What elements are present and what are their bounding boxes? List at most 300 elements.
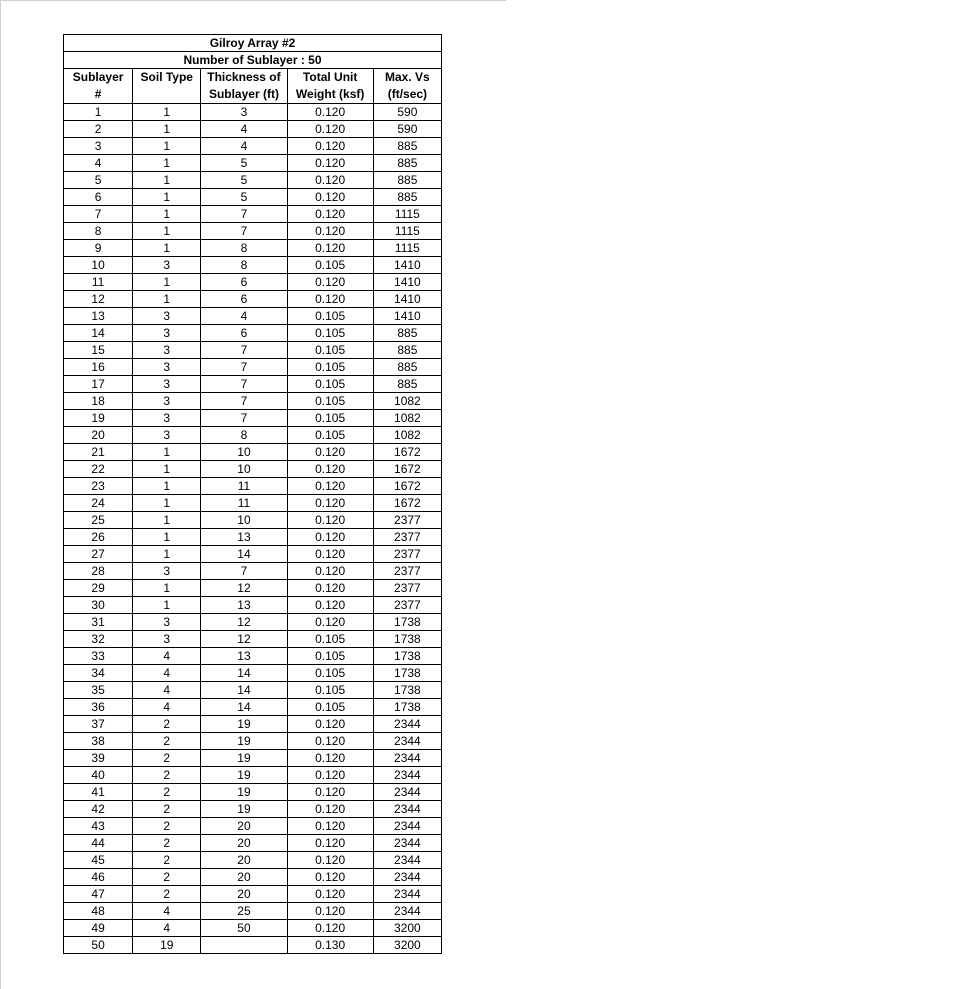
cell-max-vs: 1115 [373,206,441,223]
cell-unit-weight: 0.120 [287,767,373,784]
cell-max-vs: 1738 [373,682,441,699]
cell-soil-type: 3 [133,325,201,342]
table-body [64,104,442,954]
table-row [64,597,442,614]
table-row [64,325,442,342]
cell-thickness: 7 [201,342,287,359]
cell-thickness: 20 [201,818,287,835]
cell-thickness: 19 [201,750,287,767]
cell-soil-type: 2 [133,767,201,784]
table-row [64,648,442,665]
cell-max-vs: 1115 [373,240,441,257]
cell-soil-type: 4 [133,903,201,920]
cell-thickness: 13 [201,529,287,546]
table-row [64,631,442,648]
cell-unit-weight: 0.105 [287,648,373,665]
cell-sublayer: 5 [64,172,133,189]
cell-sublayer: 13 [64,308,133,325]
cell-unit-weight: 0.120 [287,240,373,257]
cell-sublayer: 2 [64,121,133,138]
cell-soil-type: 1 [133,597,201,614]
table-row [64,461,442,478]
cell-soil-type: 1 [133,444,201,461]
cell-sublayer: 35 [64,682,133,699]
table-row [64,223,442,240]
cell-unit-weight: 0.105 [287,342,373,359]
cell-sublayer: 33 [64,648,133,665]
cell-soil-type: 3 [133,614,201,631]
cell-sublayer: 28 [64,563,133,580]
table-row [64,393,442,410]
cell-sublayer: 36 [64,699,133,716]
cell-soil-type: 1 [133,121,201,138]
table-row [64,886,442,903]
cell-soil-type: 2 [133,869,201,886]
cell-max-vs: 1410 [373,291,441,308]
cell-thickness: 20 [201,886,287,903]
cell-thickness: 3 [201,104,287,121]
cell-thickness: 19 [201,733,287,750]
cell-soil-type: 1 [133,461,201,478]
cell-soil-type: 4 [133,699,201,716]
cell-max-vs: 2344 [373,784,441,801]
cell-soil-type: 1 [133,172,201,189]
cell-thickness: 14 [201,699,287,716]
cell-soil-type: 3 [133,376,201,393]
cell-soil-type: 4 [133,920,201,937]
cell-unit-weight: 0.105 [287,257,373,274]
cell-soil-type: 3 [133,359,201,376]
cell-thickness: 8 [201,427,287,444]
cell-thickness: 19 [201,716,287,733]
cell-max-vs: 885 [373,138,441,155]
column-header-sublayer [64,69,133,104]
cell-soil-type: 3 [133,410,201,427]
cell-sublayer: 14 [64,325,133,342]
sheet-border-left [0,0,1,989]
cell-unit-weight: 0.130 [287,937,373,954]
column-header-max-vs [373,69,441,104]
table-row [64,342,442,359]
cell-sublayer: 10 [64,257,133,274]
table-row [64,767,442,784]
cell-max-vs: 2377 [373,512,441,529]
cell-soil-type: 1 [133,495,201,512]
column-header-line2: Weight (ksf) [295,87,365,101]
cell-sublayer: 20 [64,427,133,444]
cell-max-vs: 1738 [373,631,441,648]
cell-max-vs: 1672 [373,478,441,495]
cell-unit-weight: 0.120 [287,223,373,240]
cell-thickness: 7 [201,393,287,410]
cell-unit-weight: 0.120 [287,512,373,529]
cell-soil-type: 1 [133,580,201,597]
column-header-line2: # [94,87,102,101]
cell-sublayer: 44 [64,835,133,852]
column-header-line1: Max. Vs [385,70,430,84]
cell-max-vs: 2344 [373,835,441,852]
cell-unit-weight: 0.120 [287,189,373,206]
cell-soil-type: 3 [133,257,201,274]
cell-thickness: 8 [201,257,287,274]
column-header-line1: Sublayer [72,70,124,84]
cell-thickness: 12 [201,614,287,631]
table-row [64,495,442,512]
cell-thickness: 14 [201,665,287,682]
table-row [64,699,442,716]
cell-unit-weight: 0.120 [287,274,373,291]
table-row [64,444,442,461]
cell-soil-type: 3 [133,342,201,359]
cell-sublayer: 4 [64,155,133,172]
table-row [64,410,442,427]
cell-max-vs: 2377 [373,546,441,563]
cell-max-vs: 2344 [373,903,441,920]
cell-unit-weight: 0.120 [287,750,373,767]
column-header-unit-weight [287,69,373,104]
table-row [64,750,442,767]
cell-soil-type: 4 [133,682,201,699]
table-row [64,563,442,580]
table-row [64,818,442,835]
cell-sublayer: 7 [64,206,133,223]
cell-max-vs: 1672 [373,495,441,512]
cell-thickness: 20 [201,852,287,869]
cell-soil-type: 1 [133,478,201,495]
table-row [64,614,442,631]
cell-thickness: 5 [201,172,287,189]
table-row [64,257,442,274]
cell-max-vs: 2377 [373,597,441,614]
cell-sublayer: 46 [64,869,133,886]
cell-sublayer: 12 [64,291,133,308]
cell-sublayer: 41 [64,784,133,801]
table-row [64,189,442,206]
cell-thickness: 13 [201,648,287,665]
table-row [64,121,442,138]
cell-sublayer: 3 [64,138,133,155]
cell-unit-weight: 0.120 [287,206,373,223]
cell-thickness: 50 [201,920,287,937]
cell-sublayer: 15 [64,342,133,359]
table-row [64,665,442,682]
cell-sublayer: 26 [64,529,133,546]
cell-soil-type: 1 [133,138,201,155]
table-title: Gilroy Array #2 [64,35,442,52]
cell-unit-weight: 0.120 [287,546,373,563]
table-row [64,138,442,155]
cell-max-vs: 1738 [373,699,441,716]
table-row [64,835,442,852]
table-row [64,206,442,223]
cell-sublayer: 37 [64,716,133,733]
cell-unit-weight: 0.120 [287,172,373,189]
cell-unit-weight: 0.120 [287,563,373,580]
cell-unit-weight: 0.120 [287,121,373,138]
table-row [64,546,442,563]
cell-unit-weight: 0.105 [287,427,373,444]
column-header-line1: Thickness of [207,70,281,84]
cell-max-vs: 885 [373,342,441,359]
cell-soil-type: 4 [133,665,201,682]
cell-max-vs: 2344 [373,869,441,886]
cell-sublayer: 1 [64,104,133,121]
cell-max-vs: 2344 [373,767,441,784]
soil-profile-table [63,34,442,954]
cell-soil-type: 3 [133,563,201,580]
column-header-line2 [133,86,200,103]
cell-unit-weight: 0.120 [287,716,373,733]
cell-soil-type: 3 [133,308,201,325]
cell-soil-type: 4 [133,648,201,665]
cell-thickness: 19 [201,767,287,784]
cell-max-vs: 3200 [373,937,441,954]
cell-thickness: 4 [201,308,287,325]
cell-thickness: 7 [201,563,287,580]
cell-sublayer: 48 [64,903,133,920]
sheet-border-top [0,0,506,1]
cell-thickness: 12 [201,580,287,597]
cell-unit-weight: 0.120 [287,104,373,121]
cell-max-vs: 1082 [373,427,441,444]
cell-max-vs: 1738 [373,614,441,631]
cell-max-vs: 1082 [373,410,441,427]
cell-soil-type: 2 [133,750,201,767]
cell-max-vs: 2344 [373,750,441,767]
cell-thickness: 7 [201,223,287,240]
column-header-soil-type [133,69,201,104]
cell-sublayer: 17 [64,376,133,393]
cell-thickness: 6 [201,291,287,308]
cell-unit-weight: 0.105 [287,665,373,682]
column-header-line1: Total Unit [302,70,358,84]
cell-max-vs: 2377 [373,529,441,546]
cell-unit-weight: 0.120 [287,529,373,546]
cell-max-vs: 3200 [373,920,441,937]
cell-unit-weight: 0.120 [287,920,373,937]
cell-soil-type: 2 [133,886,201,903]
cell-unit-weight: 0.120 [287,478,373,495]
cell-sublayer: 21 [64,444,133,461]
table-row [64,784,442,801]
cell-unit-weight: 0.120 [287,835,373,852]
table-row [64,427,442,444]
cell-max-vs: 1410 [373,257,441,274]
cell-thickness: 20 [201,869,287,886]
table-row [64,903,442,920]
cell-soil-type: 19 [133,937,201,954]
cell-soil-type: 1 [133,512,201,529]
cell-max-vs: 1410 [373,308,441,325]
cell-max-vs: 1738 [373,665,441,682]
table-row [64,920,442,937]
cell-unit-weight: 0.120 [287,461,373,478]
cell-unit-weight: 0.120 [287,138,373,155]
cell-soil-type: 1 [133,189,201,206]
cell-sublayer: 22 [64,461,133,478]
table-row [64,869,442,886]
cell-thickness: 10 [201,444,287,461]
cell-sublayer: 49 [64,920,133,937]
cell-thickness: 4 [201,121,287,138]
cell-soil-type: 2 [133,716,201,733]
cell-sublayer: 8 [64,223,133,240]
table-row [64,682,442,699]
cell-sublayer: 34 [64,665,133,682]
cell-thickness: 10 [201,461,287,478]
cell-sublayer: 30 [64,597,133,614]
cell-sublayer: 27 [64,546,133,563]
cell-soil-type: 1 [133,104,201,121]
cell-unit-weight: 0.120 [287,784,373,801]
column-header-line2: Sublayer (ft) [208,87,279,101]
cell-sublayer: 40 [64,767,133,784]
cell-unit-weight: 0.105 [287,410,373,427]
cell-sublayer: 16 [64,359,133,376]
cell-sublayer: 9 [64,240,133,257]
cell-thickness: 4 [201,138,287,155]
table-row [64,937,442,954]
cell-max-vs: 2344 [373,716,441,733]
table-row [64,155,442,172]
cell-unit-weight: 0.105 [287,393,373,410]
cell-sublayer: 31 [64,614,133,631]
cell-max-vs: 590 [373,121,441,138]
cell-soil-type: 2 [133,835,201,852]
cell-unit-weight: 0.105 [287,376,373,393]
cell-sublayer: 6 [64,189,133,206]
table-row [64,580,442,597]
table-row [64,172,442,189]
cell-thickness: 20 [201,835,287,852]
cell-thickness: 7 [201,376,287,393]
table-row [64,308,442,325]
cell-unit-weight: 0.105 [287,699,373,716]
header-row [64,69,442,104]
cell-max-vs: 885 [373,359,441,376]
cell-max-vs: 1115 [373,223,441,240]
cell-unit-weight: 0.120 [287,818,373,835]
cell-max-vs: 2344 [373,733,441,750]
cell-max-vs: 2344 [373,801,441,818]
cell-sublayer: 18 [64,393,133,410]
cell-thickness: 5 [201,189,287,206]
cell-sublayer: 23 [64,478,133,495]
cell-thickness: 5 [201,155,287,172]
cell-soil-type: 2 [133,784,201,801]
cell-thickness: 10 [201,512,287,529]
cell-soil-type: 1 [133,529,201,546]
cell-soil-type: 3 [133,427,201,444]
sublayer-count: Number of Sublayer : 50 [64,52,442,69]
cell-soil-type: 2 [133,801,201,818]
cell-sublayer: 38 [64,733,133,750]
cell-thickness: 7 [201,410,287,427]
cell-soil-type: 1 [133,291,201,308]
cell-max-vs: 1672 [373,444,441,461]
cell-unit-weight: 0.120 [287,580,373,597]
column-header-thickness [201,69,287,104]
cell-unit-weight: 0.120 [287,886,373,903]
cell-thickness: 6 [201,274,287,291]
cell-max-vs: 2377 [373,580,441,597]
cell-unit-weight: 0.105 [287,308,373,325]
cell-unit-weight: 0.120 [287,291,373,308]
cell-soil-type: 1 [133,206,201,223]
cell-sublayer: 42 [64,801,133,818]
cell-soil-type: 1 [133,274,201,291]
cell-thickness: 12 [201,631,287,648]
cell-max-vs: 885 [373,189,441,206]
cell-sublayer: 11 [64,274,133,291]
cell-max-vs: 2344 [373,852,441,869]
cell-thickness: 11 [201,495,287,512]
cell-soil-type: 1 [133,223,201,240]
cell-sublayer: 45 [64,852,133,869]
table-row [64,733,442,750]
cell-unit-weight: 0.120 [287,903,373,920]
cell-sublayer: 19 [64,410,133,427]
cell-thickness: 14 [201,682,287,699]
cell-max-vs: 885 [373,155,441,172]
cell-unit-weight: 0.120 [287,801,373,818]
cell-soil-type: 2 [133,733,201,750]
table-row [64,716,442,733]
cell-unit-weight: 0.120 [287,444,373,461]
cell-soil-type: 2 [133,852,201,869]
cell-thickness: 19 [201,801,287,818]
cell-unit-weight: 0.105 [287,325,373,342]
cell-max-vs: 2377 [373,563,441,580]
table-row [64,801,442,818]
cell-max-vs: 1738 [373,648,441,665]
cell-thickness: 11 [201,478,287,495]
table-row [64,359,442,376]
cell-soil-type: 3 [133,393,201,410]
cell-sublayer: 29 [64,580,133,597]
cell-max-vs: 1672 [373,461,441,478]
cell-unit-weight: 0.120 [287,597,373,614]
cell-thickness: 14 [201,546,287,563]
cell-max-vs: 885 [373,172,441,189]
cell-sublayer: 24 [64,495,133,512]
table-row [64,274,442,291]
cell-unit-weight: 0.105 [287,631,373,648]
cell-unit-weight: 0.120 [287,155,373,172]
cell-soil-type: 1 [133,240,201,257]
cell-thickness: 6 [201,325,287,342]
cell-thickness [201,937,287,954]
cell-soil-type: 2 [133,818,201,835]
cell-unit-weight: 0.120 [287,852,373,869]
cell-sublayer: 50 [64,937,133,954]
cell-soil-type: 3 [133,631,201,648]
cell-unit-weight: 0.120 [287,733,373,750]
table-row [64,512,442,529]
table-row [64,291,442,308]
cell-sublayer: 25 [64,512,133,529]
cell-unit-weight: 0.120 [287,869,373,886]
table-row [64,529,442,546]
column-header-line2: (ft/sec) [387,87,428,101]
cell-sublayer: 47 [64,886,133,903]
cell-thickness: 19 [201,784,287,801]
cell-thickness: 7 [201,206,287,223]
cell-max-vs: 1082 [373,393,441,410]
cell-sublayer: 32 [64,631,133,648]
cell-max-vs: 885 [373,325,441,342]
cell-unit-weight: 0.105 [287,682,373,699]
